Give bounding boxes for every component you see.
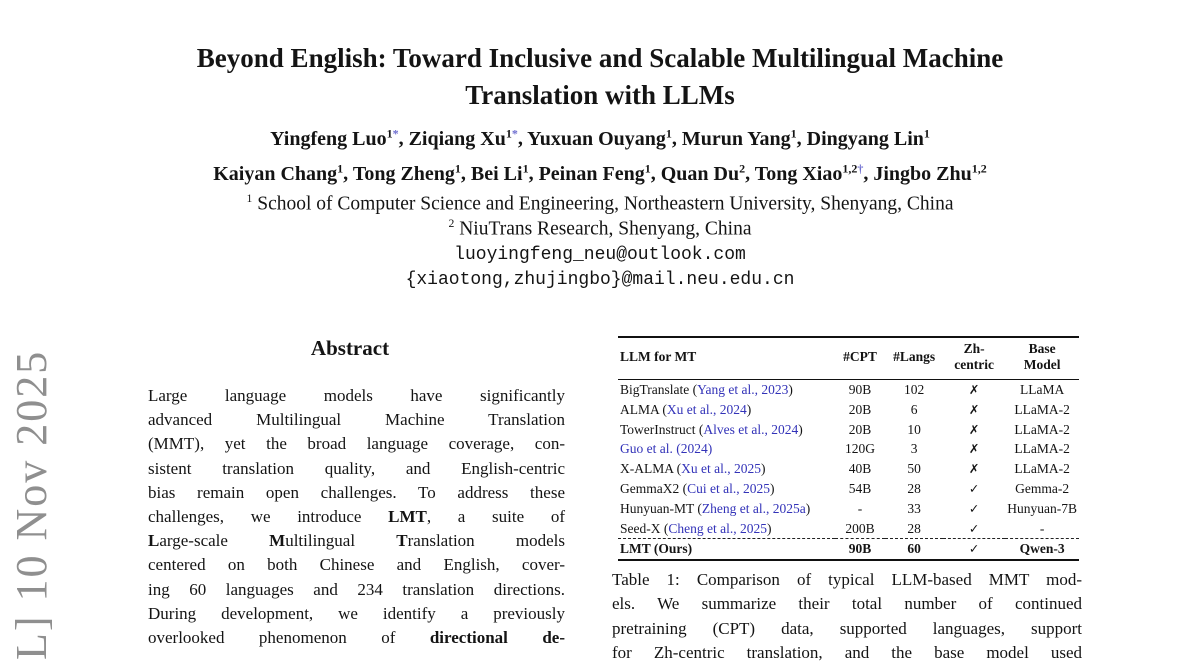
citation-link[interactable]: Guo et al. (2024) [620,441,713,457]
author: Dingyang Lin$^1$ [806,126,930,150]
author-affil-sup: 1 [790,126,797,140]
citation-link[interactable]: Cui et al., 2025 [687,480,770,496]
check-icon: ✓ [968,520,980,536]
author: Tong Xiao$^{1,2\dagger}$ [754,161,864,185]
cross-icon: ✗ [968,382,980,397]
author-affil-sup: 1,2 [971,161,987,175]
paper-title-line-1: Beyond English: Toward Inclusive and Scalable Multilingual Machine [196,43,1004,73]
base-model-cell: LLaMA [1019,382,1065,397]
check-icon: ✓ [968,541,980,557]
langs-cell: 60 [885,539,943,560]
model-cell: Seed-X (Cheng et al., 2025) [620,520,772,536]
citation-link[interactable]: Xu et al., 2025 [681,461,761,477]
affiliation-2-text: NiuTrans Research, Shenyang, China [459,218,752,240]
base-model-cell: Gemma-2 [1015,480,1070,496]
citation-link[interactable]: Alves et al., 2024 [703,421,799,437]
cpt-cell: 20B [848,421,872,437]
langs-cell: 28 [907,520,921,536]
abstract-line: Large language models have significantly [148,386,565,405]
table-row [618,519,1079,539]
langs-cell: 10 [907,421,921,437]
zh-centric-cell [943,439,1005,459]
author: Yingfeng Luo$^{1*}$ [270,126,399,150]
affiliation-2-sup: 2 [448,217,455,230]
affiliation-1-text: School of Computer Science and Engineering, Northeastern University, Shenyang, China [257,193,954,215]
col-header: LLM for MT [618,337,835,380]
cross-icon: ✗ [968,461,980,477]
langs-cell: 3 [910,441,918,457]
abstract-line: bias remain open challenges. To address these [148,482,565,502]
abstract-line: During development, we identify a previously [148,603,565,623]
zh-centric-cell [943,539,1005,560]
cross-icon: ✗ [968,441,980,457]
comparison-table [618,336,1079,561]
author: Yuxuan Ouyang$^1$ [527,126,672,150]
col-header: Zh- centric [943,337,1005,380]
author-mark: * [511,126,518,140]
base-model-cell: - [1039,520,1045,536]
langs-cell: 33 [907,500,921,516]
abstract-line: (MMT), yet the broad language coverage, con- [148,434,565,454]
author-line-1: Yingfeng Luo$^{1*}$, Ziqiang $Xu^{1*}$, Yuxuan Ouyang$^1$, Murun Yang$^1$, Dingyang Lin$^1$ [270,126,930,150]
citation-link[interactable]: Xu et al., 2024 [666,401,747,417]
cpt-cell: 90B [848,382,872,397]
caption-line: Table 1: Comparison of typical LLM-based MMT mod- [612,570,1082,589]
author: Ziqiang $Xu^{1*}$ [408,126,518,150]
arxiv-stamp: L] 10 Nov 2025 [7,349,56,660]
model-cell: X-ALMA (Xu et al., 2025) [620,461,766,477]
author-affil-sup: 1 [454,161,461,175]
cpt-cell: 40B [848,461,872,477]
table-row [618,499,1079,519]
langs-cell: 102 [904,382,925,397]
zh-centric-cell [943,519,1005,539]
abstract-line: ing 60 languages and 234 translation directions. [148,579,565,599]
cpt-cell: 54B [848,480,872,496]
zh-centric-cell [943,499,1005,519]
model-cell: BigTranslate (Yang et al., 2023) [620,382,793,397]
author-affil-sup: 1 [923,126,930,140]
author: Tong Zheng$^1$ [352,161,461,185]
base-model-cell: LLaMA-2 [1014,441,1070,457]
cross-icon: ✗ [968,421,980,437]
author-affil-sup: 1 [386,126,393,140]
base-model-cell: LLaMA-2 [1014,461,1070,477]
abstract-line: centered on both Chinese and English, cover- [148,555,565,575]
check-icon: ✓ [968,500,980,516]
langs-cell: 50 [907,461,921,477]
abstract-line: overlooked phenomenon of directional de- [148,628,565,648]
model-cell: Hunyuan-MT (Zheng et al., 2025a) [620,500,811,516]
paper-title-line-2: Translation with LLMs [465,80,735,110]
check-icon: ✓ [968,480,980,496]
base-model-cell: Qwen-3 [1005,539,1079,560]
table-row [618,539,1079,560]
table-row [618,380,1079,400]
table-caption [612,568,1082,666]
abstract-line: Large-scale Multilingual Translation models [148,531,565,551]
affiliation-1-sup: 1 [246,192,253,205]
cross-icon: ✗ [968,401,980,417]
author-affil-sup: 1 [505,126,512,140]
caption-line: els. We summarize their total number of continued [612,594,1082,614]
author: Jingbo Zhu$^{1,2}$ [873,161,987,185]
langs-cell: 6 [910,401,918,417]
table-header [618,337,1079,380]
citation-link[interactable]: Cheng et al., 2025 [668,520,767,536]
abstract-heading: Abstract [310,336,390,360]
author-mark: † [857,161,864,175]
table-row [618,420,1079,440]
abstract-text [148,384,565,650]
author-affil-sup: 1 [665,126,672,140]
table-row [618,479,1079,499]
cpt-cell: 90B [835,539,886,560]
col-header: #CPT [835,337,886,380]
author: Peinan Feng$^1$ [538,161,651,185]
table-row [618,400,1079,420]
author-mark: * [392,126,399,140]
model-cell: ALMA (Xu et al., 2024) [620,401,752,417]
cpt-cell: 20B [848,401,872,417]
author-affil-sup: 1 [644,161,651,175]
author: Quan Du$^2$ [660,161,746,185]
author: Bei Li$^1$ [470,161,529,185]
model-cell: TowerInstruct (Alves et al., 2024) [620,421,803,437]
zh-centric-cell [943,459,1005,479]
abstract-line: sistent translation quality, and English-centric [148,458,565,478]
affiliation-1 [60,192,1140,216]
author-affil-sup: 1 [522,161,529,175]
cpt-cell: - [857,500,863,516]
caption-line: pretraining (CPT) data, supported languages, support [612,618,1082,638]
author-affil-sup: 1,2 [842,161,858,175]
abstract-line: advanced Multilingual Machine Translation [148,410,565,430]
table-body [618,380,1079,561]
zh-centric-cell [943,380,1005,400]
cpt-cell: 200B [845,520,875,536]
author-affil-sup: 2 [739,161,746,175]
col-header: Base Model [1005,337,1079,380]
email-2: {xiaotong,zhujingbo}@mail.neu.edu.cn [405,270,795,290]
zh-centric-cell [943,420,1005,440]
affiliation-2 [60,217,1140,241]
cpt-cell: 120G [845,441,875,457]
base-model-cell: LLaMA-2 [1014,421,1070,437]
author-affil-sup: 1 [337,161,344,175]
model-cell: GemmaX2 (Cui et al., 2025) [620,480,775,496]
author: Murun Yang$^1$ [681,126,797,150]
paper-title [60,40,1140,114]
model-cell [618,439,835,459]
langs-cell: 28 [907,480,921,496]
col-header: #Langs [885,337,943,380]
email-1: luoyingfeng_neu@outlook.com [454,245,746,265]
abstract-line: challenges, we introduce LMT, a suite of [148,507,565,527]
table-row [618,439,1079,459]
author-line-2: Kaiyan Chang$^1$, Tong Zheng$^1$, Bei Li$^1$, Peinan Feng$^1$, Quan Du$^2$, Tong Xiao$^{1,2\dagger}$, Jingbo Zhu$^{1,2}$ [213,161,987,185]
model-cell: LMT (Ours) [618,539,835,560]
base-model-cell: LLaMA-2 [1014,401,1070,417]
citation-link[interactable]: Zheng et al., 2025a [701,500,806,516]
base-model-cell: Hunyuan-7B [1007,500,1077,516]
comparison-table-wrap [618,336,1079,561]
zh-centric-cell [943,400,1005,420]
caption-line: for Zh-centric translation, and the base model used [612,643,1082,663]
zh-centric-cell [943,479,1005,499]
author: Kaiyan Chang$^1$ [213,161,344,185]
table-row [618,459,1079,479]
citation-link[interactable]: Yang et al., 2023 [697,382,789,397]
